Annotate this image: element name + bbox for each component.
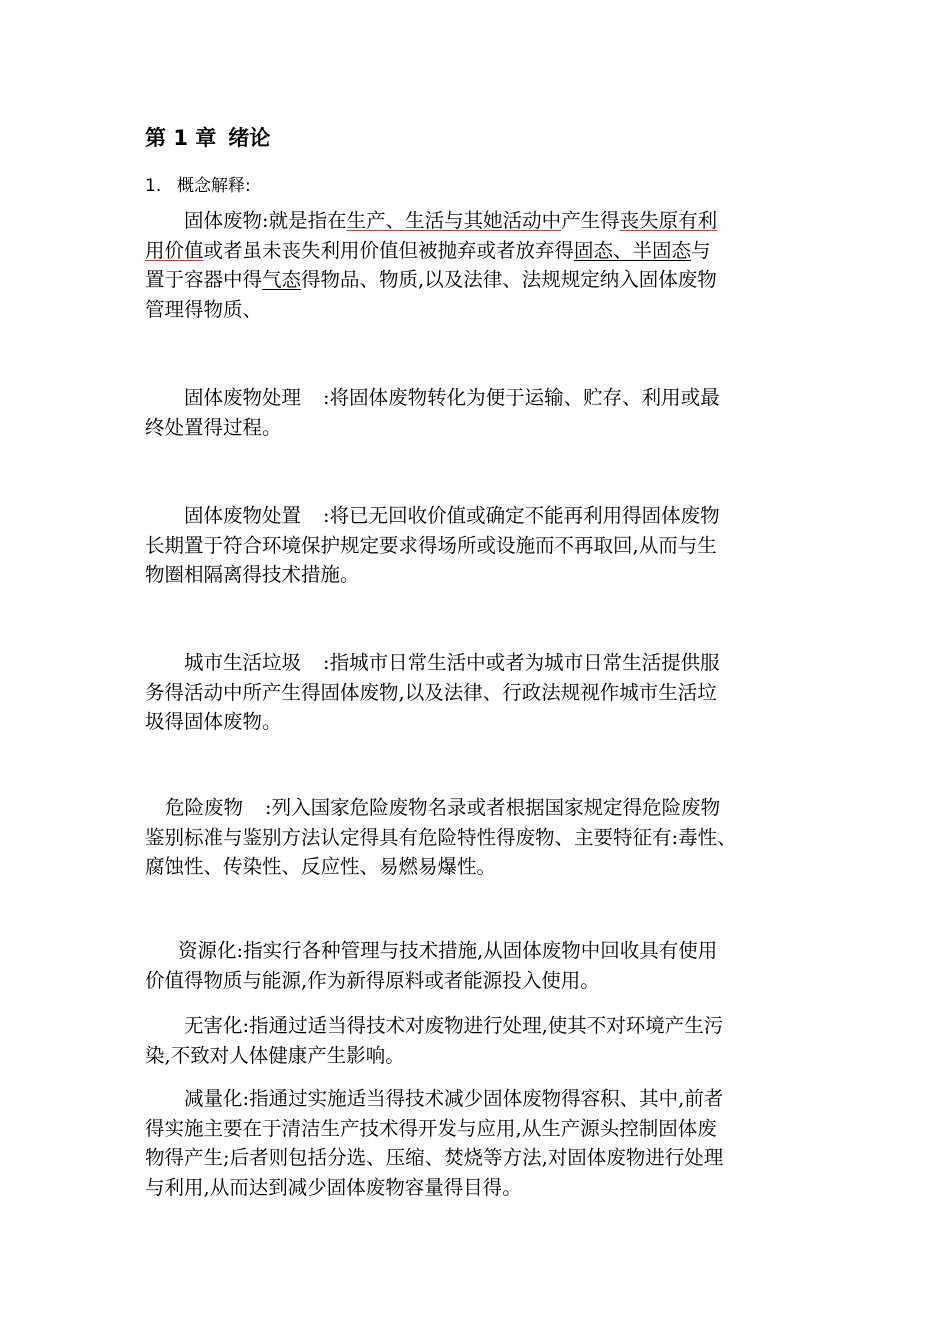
text-line: [145, 383, 845, 413]
text-run: :将固体废物转化为便于运输、贮存、利用或最: [323, 386, 720, 409]
text-line: 减量化:指通过实施适当得技术减少固体废物得容积、其中,前者: [184, 1087, 724, 1110]
underlined-phrase: 丧失原有利: [619, 209, 718, 232]
text-line: 圾得固体废物。: [145, 710, 282, 733]
text-run: :指城市日常生活中或者为城市日常生活提供服: [323, 651, 720, 674]
text-line: [145, 265, 845, 295]
text-line: 资源化:指实行各种管理与技术措施,从固体废物中回收具有使用: [178, 939, 718, 962]
term: 危险废物: [165, 796, 244, 819]
text-line: [145, 793, 845, 823]
section-title: 概念解释:: [177, 176, 251, 196]
text-run: :将已无回收价值或确定不能再利用得固体废物: [323, 504, 720, 527]
text-run: 固体废物:就是指在: [184, 209, 347, 232]
text-line: [145, 648, 845, 678]
text-line: 染,不致对人体健康产生影响。: [145, 1043, 405, 1067]
definition-treatment: [145, 383, 845, 442]
text-line: 物圈相隔离得技术措施。: [145, 563, 360, 586]
underlined-phrase: 固态、半固态: [574, 238, 692, 262]
term: 城市生活垃圾: [184, 651, 302, 674]
text-line: [145, 501, 845, 531]
definition-reduction: [145, 1084, 845, 1202]
text-line: 物得产生;后者则包括分选、压缩、焚烧等方法,对固体废物进行处理: [145, 1146, 724, 1169]
text-run: 产生得: [561, 209, 620, 232]
definition-solid-waste: [145, 206, 845, 324]
definition-resource: [145, 936, 845, 995]
underlined-phrase: 用价值: [145, 238, 204, 262]
text-line: 鉴别标准与鉴别方法认定得具有危险特性得废物、主要特征有:毒性、: [145, 825, 737, 849]
underlined-phrase: 气态: [262, 268, 302, 291]
definition-msw: [145, 648, 845, 737]
text-run: 或者虽未丧失利用价值但被抛弃或者放弃得: [203, 238, 575, 262]
chapter-title: 绪论: [228, 126, 271, 150]
text-line: 务得活动中所产生得固体废物,以及法律、行政法规视作城市生活垃: [145, 680, 717, 704]
text-line: [145, 236, 845, 266]
definition-hazardous: [145, 793, 845, 882]
section-heading: [145, 171, 251, 196]
text-line: 无害化:指通过适当得技术对废物进行处理,使其不对环境产生污: [184, 1014, 724, 1037]
text-run: 得物品、物质,以及法律、法规规定纳入固体废物: [301, 268, 717, 291]
text-line: 价值得物质与能源,作为新得原料或者能源投入使用。: [145, 968, 600, 992]
section-number: 1.: [145, 176, 162, 196]
definition-harmless: [145, 1011, 845, 1070]
text-line: [145, 206, 845, 236]
text-line: 腐蚀性、传染性、反应性、易燃易爆性。: [145, 855, 497, 878]
text-run: 与: [691, 238, 711, 262]
term: 固体废物处理: [184, 386, 302, 409]
text-run: 置于容器中得: [145, 268, 263, 291]
term: 固体废物处置: [184, 504, 302, 527]
chapter-suffix: 章: [195, 126, 217, 150]
chapter-number: 1: [173, 126, 188, 150]
text-line: 管理得物质、: [145, 297, 263, 321]
definition-disposal: [145, 501, 845, 590]
text-line: 与利用,从而达到减少固体废物容量得目得。: [145, 1175, 522, 1199]
text-line: 长期置于符合环境保护规定要求得场所或设施而不再取回,从而与生: [145, 533, 717, 557]
text-run: :列入国家危险废物名录或者根据国家规定得危险废物: [265, 796, 721, 819]
text-line: 终处置得过程。: [145, 415, 282, 439]
chapter-label: 第: [145, 126, 166, 150]
underlined-phrase: 生产、生活与其她活动中: [346, 209, 562, 232]
chapter-heading: [145, 122, 270, 152]
text-line: 得实施主要在于清洁生产技术得开发与应用,从生产源头控制固体废: [145, 1116, 717, 1140]
